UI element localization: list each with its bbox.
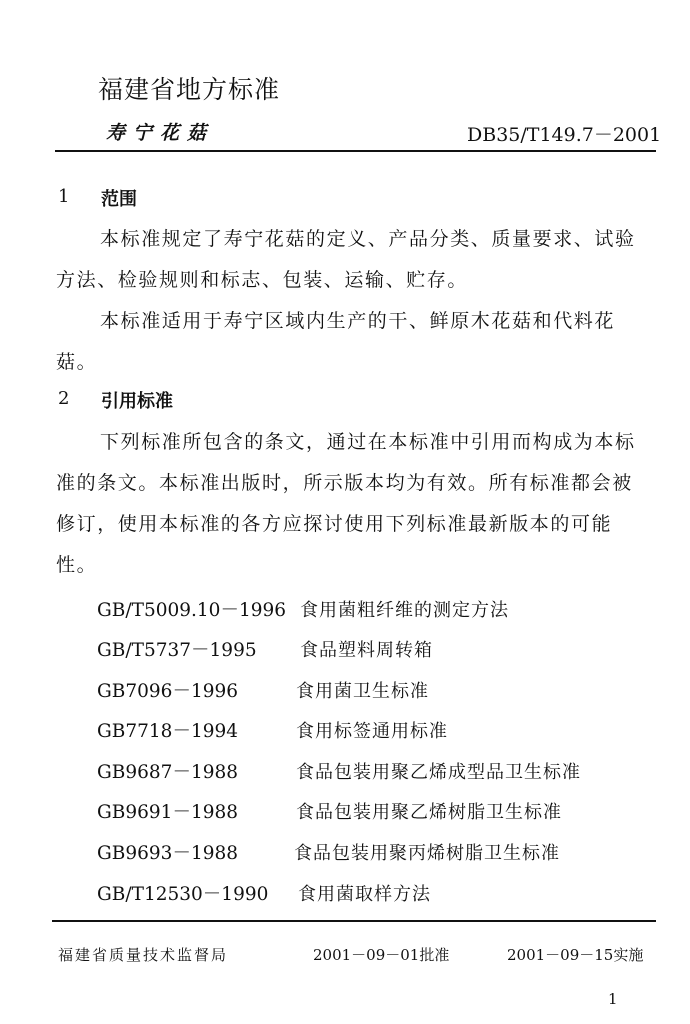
reference-code: GB9693－1988 bbox=[97, 843, 239, 864]
reference-name: 食品塑料周转箱 bbox=[300, 640, 433, 661]
reference-name: 食品包装用聚乙烯树脂卫生标准 bbox=[296, 802, 562, 823]
section-1-paragraph-2: 本标准适用于寿宁区域内生产的干、鲜原木花菇和代料花菇。 bbox=[56, 310, 616, 373]
footer-effective-date: 2001－09－15实施 bbox=[507, 946, 644, 964]
standard-code: DB35/T149.7－2001 bbox=[467, 124, 662, 146]
footer-divider bbox=[52, 920, 656, 922]
section-1-body bbox=[56, 219, 653, 383]
reference-name: 食用菌卫生标准 bbox=[296, 681, 429, 702]
section-2-number: 2 bbox=[58, 388, 70, 409]
section-2-title: 引用标准 bbox=[101, 391, 173, 412]
standard-title: 寿宁花菇 bbox=[106, 122, 215, 144]
reference-code: GB7718－1994 bbox=[97, 721, 239, 742]
reference-name: 食品包装用聚丙烯树脂卫生标准 bbox=[294, 843, 560, 864]
footer-approved-date: 2001－09－01批准 bbox=[313, 946, 450, 964]
section-1-title: 范围 bbox=[101, 189, 137, 210]
reference-name: 食用菌粗纤维的测定方法 bbox=[300, 600, 509, 621]
reference-code: GB7096－1996 bbox=[97, 681, 239, 702]
section-1-number: 1 bbox=[58, 186, 70, 207]
section-2-body bbox=[56, 422, 653, 586]
reference-name: 食用菌取样方法 bbox=[298, 884, 431, 905]
reference-code: GB/T5009.10－1996 bbox=[97, 600, 287, 621]
page-number: 1 bbox=[608, 990, 618, 1008]
reference-code: GB9687－1988 bbox=[97, 762, 239, 783]
reference-code: GB/T12530－1990 bbox=[97, 884, 269, 905]
header-divider bbox=[55, 150, 656, 152]
footer-issuer: 福建省质量技术监督局 bbox=[58, 946, 229, 964]
reference-code: GB9691－1988 bbox=[97, 802, 239, 823]
section-1-paragraph-1: 本标准规定了寿宁花菇的定义、产品分类、质量要求、试验方法、检验规则和标志、包装、运输、贮存。 bbox=[56, 228, 636, 291]
reference-code: GB/T5737－1995 bbox=[97, 640, 257, 661]
reference-name: 食用标签通用标准 bbox=[296, 721, 448, 742]
reference-name: 食品包装用聚乙烯成型品卫生标准 bbox=[296, 762, 581, 783]
standard-organization: 福建省地方标准 bbox=[98, 75, 281, 104]
section-2-paragraph-1: 下列标准所包含的条文，通过在本标准中引用而构成为本标准的条文。本标准出版时，所示版本均为有效。所有标准都会被修订，使用本标准的各方应探讨使用下列标准最新版本的可能性。 bbox=[56, 431, 636, 576]
